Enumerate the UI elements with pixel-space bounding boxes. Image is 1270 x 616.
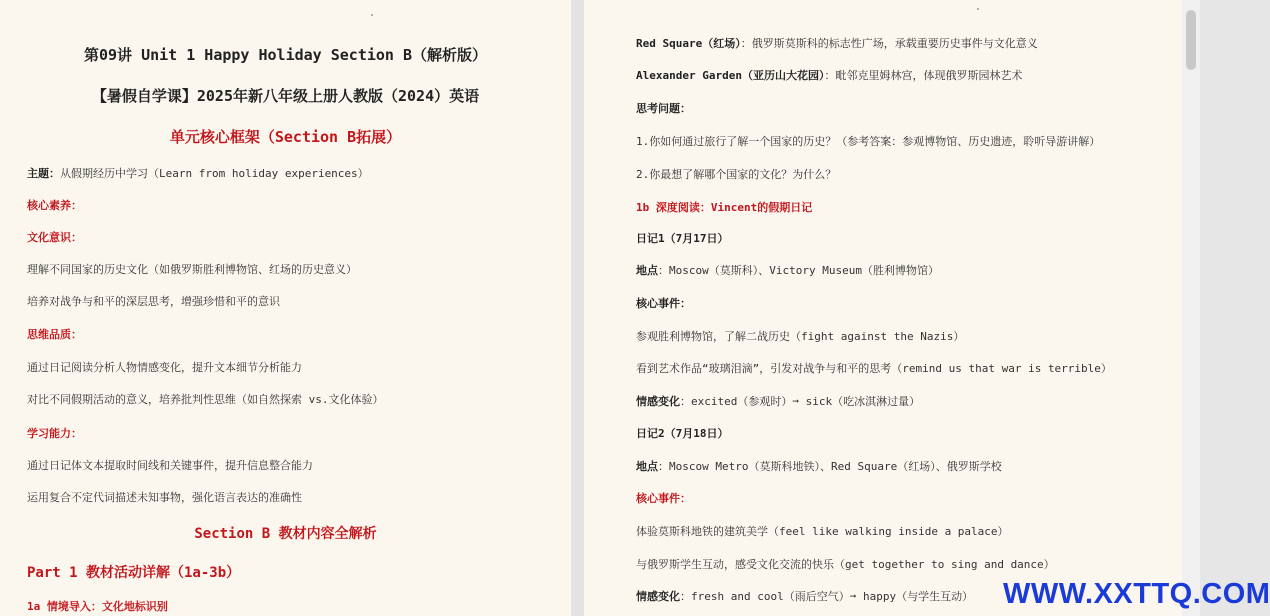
cultural-awareness-item-2: 培养对战争与和平的深层思考，增强珍惜和平的意识: [27, 295, 280, 308]
learning-ability-item-1: 通过日记体文本提取时间线和关键事件，提升信息整合能力: [27, 459, 313, 472]
diary1-emotion-line: [584, 394, 1182, 410]
diary2-place: ：Moscow Metro（莫斯科地铁）、Red Square（红场）、俄罗斯学校: [658, 460, 1002, 473]
page-gutter: [571, 0, 584, 616]
questions-label: 思考问题：: [636, 102, 691, 115]
diary2-place-line: [584, 459, 1182, 475]
emotion-label: 情感变化: [636, 395, 680, 408]
diary1-event-2: 看到艺术作品“玻璃泪滴”，引发对战争与和平的思考（remind us that war is terrible）: [636, 362, 1112, 375]
thinking-quality-item-1: 通过日记阅读分析人物情感变化，提升文本细节分析能力: [27, 361, 302, 374]
document-page-right: [584, 0, 1182, 616]
question-1: 1.你如何通过旅行了解一个国家的历史？（参考答案：参观博物馆、历史遗迹，聆听导游讲解）: [636, 135, 1101, 148]
theme-text: 从假期经历中学习（Learn from holiday experiences）: [60, 167, 369, 180]
document-page-left: [0, 0, 571, 616]
red-square-text: ：俄罗斯莫斯科的标志性广场，承载重要历史事件与文化意义: [740, 37, 1038, 50]
question-2: 2.你最想了解哪个国家的文化？为什么？: [636, 168, 837, 181]
alexander-garden-text: ：毗邻克里姆林宫，体现俄罗斯园林艺术: [824, 69, 1023, 82]
diary2-event-1: 体验莫斯科地铁的建筑美学（feel like walking inside a palace）: [636, 525, 1009, 538]
diary1-event-1: 参观胜利博物馆，了解二战历史（fight against the Nazis）: [636, 330, 965, 343]
vertical-scrollbar[interactable]: [1182, 0, 1200, 616]
page-title: 第09讲 Unit 1 Happy Holiday Section B（解析版）: [83, 46, 488, 64]
page-dot: [371, 14, 373, 16]
learning-ability-label: 学习能力：: [27, 427, 82, 440]
cultural-awareness-item-1: 理解不同国家的历史文化（如俄罗斯胜利博物馆、红场的历史意义）: [27, 263, 357, 276]
red-square-label: Red Square（红场）: [636, 37, 741, 50]
place-label: 地点: [636, 264, 658, 277]
page-subtitle: 【暑假自学课】2025年新八年级上册人教版（2024）英语: [91, 87, 480, 105]
diary1-heading: 日记1（7月17日）: [636, 232, 729, 245]
diary1-events-label: 核心事件：: [636, 297, 691, 310]
theme-label: 主题：: [27, 167, 60, 180]
diary2-events-label: 核心事件：: [636, 492, 691, 505]
reading-heading: 1b 深度阅读：Vincent的假期日记: [636, 201, 813, 214]
core-literacy-label: 核心素养：: [27, 199, 82, 212]
diary1-emotion: ：excited（参观时）➞ sick（吃冰淇淋过量）: [680, 395, 921, 408]
alexander-garden-line: [584, 68, 1182, 84]
diary1-place: ：Moscow（莫斯科）、Victory Museum（胜利博物馆）: [658, 264, 939, 277]
thinking-quality-item-2: 对比不同假期活动的意义，培养批判性思维（如自然探索 vs.文化体验）: [27, 393, 384, 406]
part1-1a-heading: 1a 情境导入：文化地标识别: [27, 600, 168, 613]
diary2-heading: 日记2（7月18日）: [636, 427, 729, 440]
place-label: 地点: [636, 460, 658, 473]
section-heading-framework: 单元核心框架（Section B拓展）: [169, 128, 402, 146]
part1-heading: Part 1 教材活动详解（1a-3b）: [27, 565, 241, 581]
page-dot: [977, 8, 979, 10]
diary2-emotion: ：fresh and cool（雨后空气）➞ happy（与学生互动）: [680, 590, 974, 603]
thinking-quality-label: 思维品质：: [27, 328, 82, 341]
learning-ability-item-2: 运用复合不定代词描述未知事物，强化语言表达的准确性: [27, 491, 302, 504]
emotion-label: 情感变化: [636, 590, 680, 603]
section-heading-section-b: Section B 教材内容全解析: [194, 526, 377, 542]
cultural-awareness-label: 文化意识：: [27, 231, 82, 244]
alexander-garden-label: Alexander Garden（亚历山大花园）: [636, 69, 825, 82]
theme-line: [0, 166, 571, 182]
diary1-place-line: [584, 263, 1182, 279]
scrollbar-thumb[interactable]: [1186, 10, 1196, 70]
red-square-line: [584, 36, 1182, 52]
diary2-event-2: 与俄罗斯学生互动，感受文化交流的快乐（get together to sing and dance）: [636, 558, 1055, 571]
site-watermark: WWW.XXTTQ.COM: [1003, 578, 1270, 610]
